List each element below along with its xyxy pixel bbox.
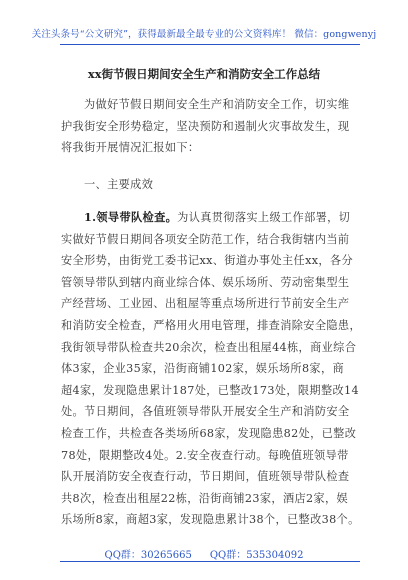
paragraph-line: 安全形势，由街党工委书记xx、街道办事处主任xx，各分 [61, 254, 354, 268]
header-promo-note: 关注头条号“公文研究”，获得最新最全最专业的公文资料库！ 微信：gongwenyj [31, 29, 377, 40]
paragraph-line: 实做好节假日期间各项安全防范工作，结合我街辖内当前 [61, 232, 350, 246]
intro-paragraph [61, 94, 361, 159]
intro-line: 为做好节假日期间安全生产和消防安全工作，切实维 [84, 98, 350, 111]
paragraph-line: 共8次，检查出租屋22栋，沿街商铺23家，酒店2家，娱 [61, 491, 349, 505]
qq-group-1: QQ群：30265665 [104, 550, 192, 561]
intro-line: 将我街开展情况汇报如下： [61, 141, 200, 155]
paragraph-line: 管领导带队到辖内商业综合体、娱乐场所、劳动密集型生 [61, 275, 350, 289]
document-title: xx街节假日期间安全生产和消防安全工作总结 [87, 67, 321, 81]
paragraph-first-line [61, 207, 361, 229]
footer-contact [0, 546, 408, 561]
paragraph-first-line-text: 为认真贯彻落实上级工作部署，切 [177, 211, 351, 224]
section-heading: 一、主要成效 [84, 178, 154, 191]
paragraph-line: 78处，限期整改4处。2.安全夜查行动。每晚值班领导带 [61, 448, 349, 462]
paragraph-line: 队开展消防安全夜查行动，节日期间，值班领导带队检查 [61, 470, 350, 484]
paragraph-line: 处。节日期间，各值班领导带队开展安全生产和消防安全 [61, 405, 350, 419]
footer-divider [60, 561, 360, 562]
paragraph-line: 产经营场、工业园、出租屋等重点场所进行节前安全生产 [61, 297, 350, 311]
paragraph-line: 和消防安全检查，严格用火用电管理，排查消除安全隐患， [61, 318, 361, 332]
paragraph-line: 乐场所8家，商超3家，发现隐患累计38个，已整改38个。 [61, 513, 360, 527]
paragraph-lead-heading: 1.领导带队检查。 [84, 210, 178, 224]
leadership-inspection-paragraph [61, 207, 361, 531]
paragraph-line: 检查工作，共检查各类场所68家，发现隐患82处，已整改 [61, 426, 357, 440]
qq-group-2: QQ群：535304092 [209, 550, 304, 561]
paragraph-line: 我街领导带队检查共20余次，检查出租屋44栋，商业综合 [61, 340, 357, 354]
intro-line: 护我街安全形势稳定，坚决预防和遏制火灾事故发生，现 [61, 119, 350, 133]
paragraph-line: 超4家，发现隐患累计187处，已整改173处，限期整改14 [61, 383, 359, 397]
header-divider [60, 44, 360, 45]
section-heading-container [61, 174, 361, 196]
paragraph-line: 体3家，企业35家，沿街商铺102家，娱乐场所8家，商 [61, 362, 345, 376]
